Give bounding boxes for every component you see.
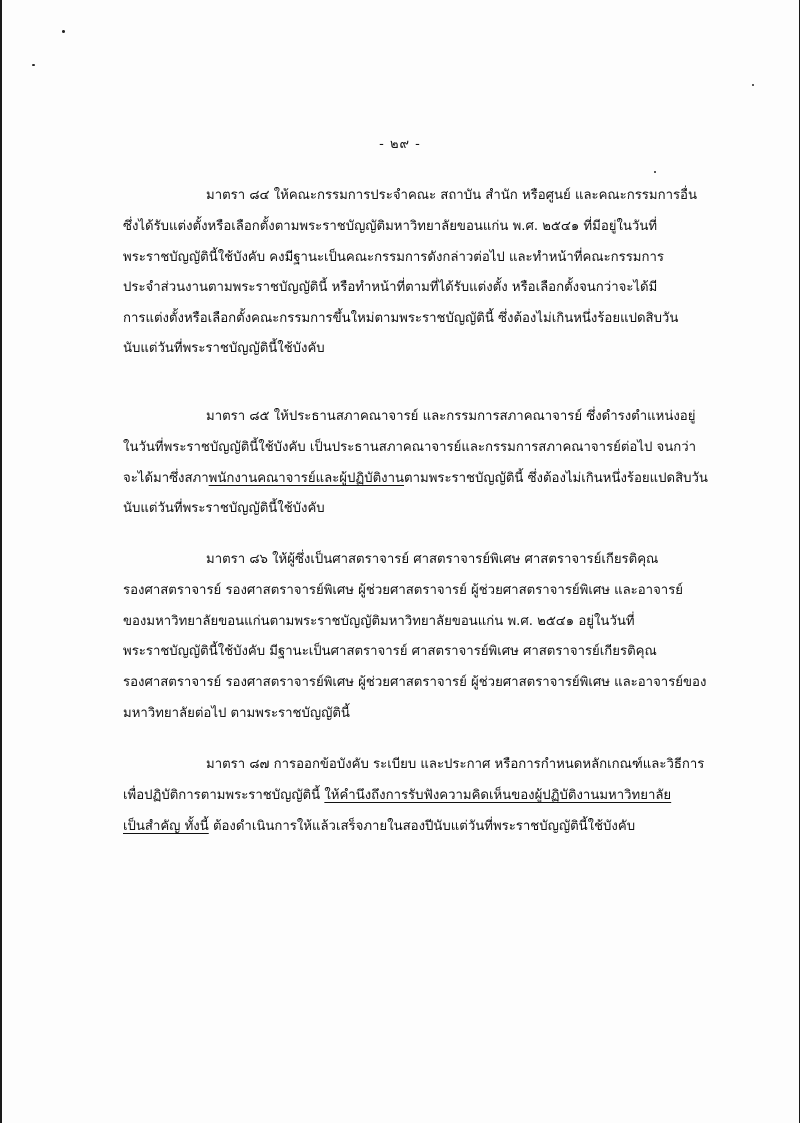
- section-87-line: มาตรา ๘๗ การออกข้อบังคับ ระเบียบ และประกาศ หรือการกำหนดหลักเกณฑ์และวิธีการ: [206, 757, 705, 772]
- section-86-line: รองศาสตราจารย์ รองศาสตราจารย์พิเศษ ผู้ช่วยศาสตราจารย์ ผู้ช่วยศาสตราจารย์พิเศษ และอาจารย์ของ: [123, 675, 707, 690]
- section-84-line: การแต่งตั้งหรือเลือกตั้งคณะกรรมการขึ้นใหม่ตามพระราชบัญญัตินี้ ซึ่งต้องไม่เกินหนึ่งร้อยแปดสิบวัน: [123, 311, 679, 326]
- scan-speck: [32, 64, 35, 66]
- section-85-line: มาตรา ๘๕ ให้ประธานสภาคณาจารย์ และกรรมการสภาคณาจารย์ ซึ่งดำรงตำแหน่งอยู่: [206, 409, 696, 424]
- section-85-text: ตามพระราชบัญญัตินี้ ซึ่งต้องไม่เกินหนึ่งร้อยแปดสิบวัน: [404, 471, 708, 486]
- section-84-line: พระราชบัญญัตินี้ใช้บังคับ คงมีฐานะเป็นคณะกรรมการดังกล่าวต่อไป และทำหน้าที่คณะกรรมการ: [123, 250, 664, 265]
- section-87-text: ต้องดำเนินการให้แล้วเสร็จภายในสองปีนับแต่วันที่พระราชบัญญัตินี้ใช้บังคับ: [208, 819, 636, 834]
- section-87-text: เพื่อปฏิบัติการตามพระราชบัญญัตินี้: [123, 788, 325, 803]
- section-85-line: ในวันที่พระราชบัญญัตินี้ใช้บังคับ เป็นประธานสภาคณาจารย์และกรรมการสภาคณาจารย์ต่อไป จนกว่า: [123, 440, 697, 455]
- section-85-line: [123, 471, 708, 487]
- scan-edge-left: [0, 0, 2, 1123]
- section-86-line: รองศาสตราจารย์ รองศาสตราจารย์พิเศษ ผู้ช่วยศาสตราจารย์ ผู้ช่วยศาสตราจารย์พิเศษ และอาจารย์: [123, 583, 684, 598]
- section-86-line: ของมหาวิทยาลัยขอนแก่นตามพระราชบัญญัติมหาวิทยาลัยขอนแก่น พ.ศ. ๒๕๔๑ อยู่ในวันที่: [123, 614, 635, 629]
- section-86-line: มหาวิทยาลัยต่อไป ตามพระราชบัญญัตินี้: [123, 706, 350, 721]
- section-84-line: นับแต่วันที่พระราชบัญญัตินี้ใช้บังคับ: [123, 341, 325, 356]
- scan-speck: [654, 171, 656, 173]
- section-85-underlined-text: พนักงานคณาจารย์และผู้ปฏิบัติงาน: [208, 471, 405, 486]
- section-84-line: ซึ่งได้รับแต่งตั้งหรือเลือกตั้งตามพระราชบัญญัติมหาวิทยาลัยขอนแก่น พ.ศ. ๒๕๔๑ ที่มีอยู่ในวันที่: [123, 219, 658, 234]
- scan-speck: [752, 84, 754, 86]
- section-87-line: [123, 819, 635, 835]
- section-87-line: [123, 788, 671, 804]
- section-86-line: มาตรา ๘๖ ให้ผู้ซึ่งเป็นศาสตราจารย์ ศาสตราจารย์พิเศษ ศาสตราจารย์เกียรติคุณ: [206, 552, 659, 567]
- page-number: - ๒๙ -: [379, 137, 421, 152]
- section-85-line: นับแต่วันที่พระราชบัญญัตินี้ใช้บังคับ: [123, 501, 325, 516]
- scan-speck: [62, 30, 65, 33]
- section-84-line: ประจำส่วนงานตามพระราชบัญญัตินี้ หรือทำหน้าที่ตามที่ได้รับแต่งตั้ง หรือเลือกตั้งจนกว่าจะได้มี: [123, 280, 658, 295]
- section-84-line: มาตรา ๘๔ ให้คณะกรรมการประจำคณะ สถาบัน สำนัก หรือศูนย์ และคณะกรรมการอื่น: [206, 188, 697, 203]
- section-87-underlined-text: เป็นสำคัญ ทั้งนี้: [123, 819, 209, 834]
- section-87-underlined-text: ให้คำนึงถึงการรับฟังความคิดเห็นของผู้ปฏิบัติงานมหาวิทยาลัย: [324, 788, 672, 803]
- section-85-text: จะได้มาซึ่งสภา: [123, 471, 209, 486]
- section-86-line: พระราชบัญญัตินี้ใช้บังคับ มีฐานะเป็นศาสตราจารย์ ศาสตราจารย์พิเศษ ศาสตราจารย์เกียรติคุณ: [123, 644, 657, 659]
